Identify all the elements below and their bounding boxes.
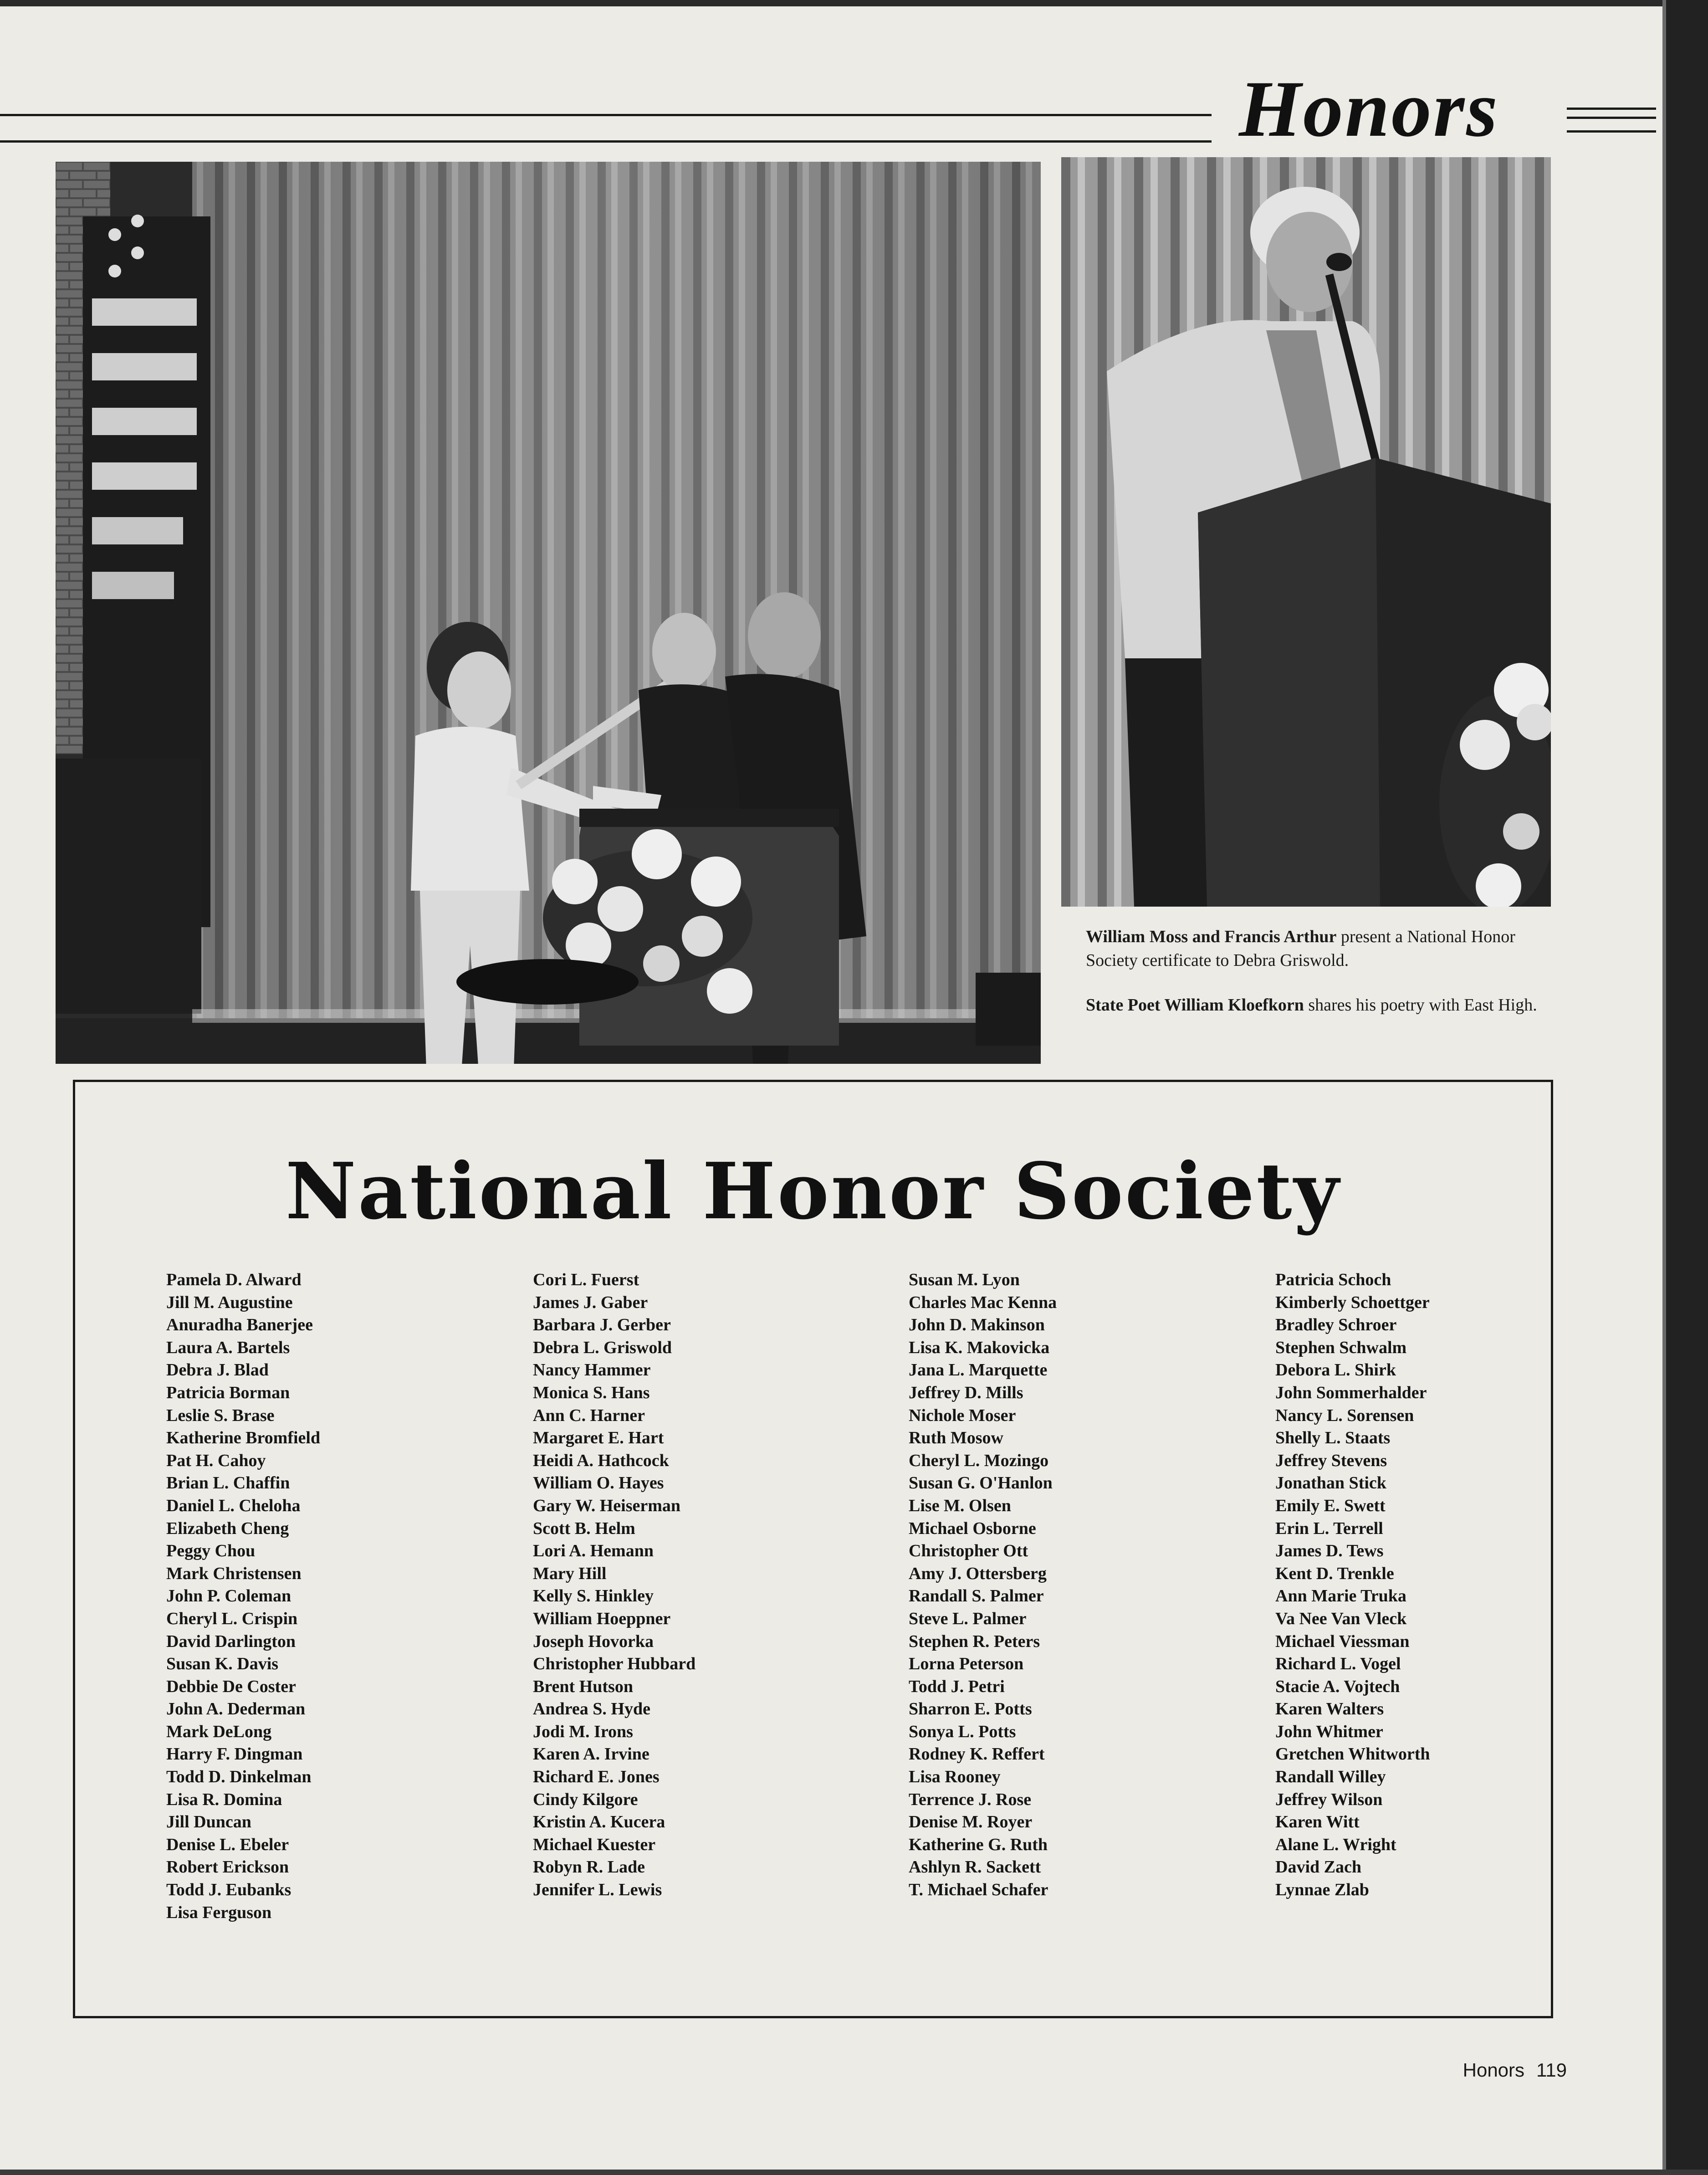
member-name: Jeffrey D. Mills — [909, 1383, 1023, 1402]
page-top-edge — [0, 0, 1708, 6]
member-name: Kelly S. Hinkley — [533, 1586, 654, 1606]
nhs-column-2 — [533, 1269, 695, 1902]
member-name: Christopher Ott — [909, 1541, 1028, 1561]
member-name: Denise M. Royer — [909, 1812, 1033, 1832]
member-name: Jeffrey Wilson — [1275, 1790, 1383, 1809]
member-name: Richard E. Jones — [533, 1767, 660, 1787]
header-rule-bottom — [0, 140, 1212, 143]
nhs-roster-box — [73, 1080, 1553, 2018]
member-name: Karen A. Irvine — [533, 1744, 649, 1764]
member-name: Todd D. Dinkelman — [166, 1767, 312, 1787]
member-name: Ashlyn R. Sackett — [909, 1857, 1041, 1877]
member-name: Sharron E. Potts — [909, 1699, 1032, 1719]
member-name: Nancy Hammer — [533, 1360, 651, 1380]
member-name: James J. Gaber — [533, 1293, 648, 1312]
member-name: Ruth Mosow — [909, 1428, 1003, 1448]
member-name: David Zach — [1275, 1857, 1361, 1877]
member-name: Nichole Moser — [909, 1406, 1016, 1425]
member-name: Va Nee Van Vleck — [1275, 1609, 1407, 1628]
member-name: Lisa Ferguson — [166, 1903, 272, 1922]
photo-poet-reading — [1061, 157, 1551, 907]
member-name: Cori L. Fuerst — [533, 1270, 639, 1289]
member-name: Leslie S. Brase — [166, 1406, 275, 1425]
member-name: Denise L. Ebeler — [166, 1835, 289, 1854]
member-name: Debra J. Blad — [166, 1360, 269, 1380]
member-name: John D. Makinson — [909, 1315, 1045, 1335]
member-name: Pat H. Cahoy — [166, 1451, 266, 1470]
member-name: Emily E. Swett — [1275, 1496, 1386, 1515]
member-name: Alane L. Wright — [1275, 1835, 1396, 1854]
member-name: Cheryl L. Crispin — [166, 1609, 298, 1628]
member-name: Elizabeth Cheng — [166, 1518, 289, 1538]
member-name: Lisa R. Domina — [166, 1790, 282, 1809]
member-name: Robert Erickson — [166, 1857, 289, 1877]
member-name: David Darlington — [166, 1631, 296, 1651]
member-name: Lorna Peterson — [909, 1654, 1024, 1674]
member-name: Ann C. Harner — [533, 1406, 645, 1425]
member-name: James D. Tews — [1275, 1541, 1384, 1561]
member-name: Debra L. Griswold — [533, 1338, 672, 1357]
member-name: Jonathan Stick — [1275, 1473, 1386, 1493]
member-name: Heidi A. Hathcock — [533, 1451, 669, 1470]
member-name: Ann Marie Truka — [1275, 1586, 1406, 1606]
member-name: Randall S. Palmer — [909, 1586, 1044, 1606]
member-name: Nancy L. Sorensen — [1275, 1406, 1414, 1425]
member-name: Cheryl L. Mozingo — [909, 1451, 1049, 1470]
member-name: Stephen Schwalm — [1275, 1338, 1407, 1357]
member-name: Harry F. Dingman — [166, 1744, 303, 1764]
member-name: Andrea S. Hyde — [533, 1699, 650, 1719]
member-name: Michael Kuester — [533, 1835, 656, 1854]
member-name: Gretchen Whitworth — [1275, 1744, 1430, 1764]
member-name: Debbie De Coster — [166, 1677, 296, 1696]
member-name: Katherine Bromfield — [166, 1428, 321, 1448]
nhs-column-4 — [1275, 1269, 1430, 1902]
nhs-column-1 — [166, 1269, 320, 1924]
member-name: Robyn R. Lade — [533, 1857, 645, 1877]
member-name: Daniel L. Cheloha — [166, 1496, 301, 1515]
member-name: Kristin A. Kucera — [533, 1812, 665, 1832]
member-name: Todd J. Petri — [909, 1677, 1005, 1696]
member-name: Jana L. Marquette — [909, 1360, 1048, 1380]
member-name: Amy J. Ottersberg — [909, 1564, 1047, 1583]
member-name: Jeffrey Stevens — [1275, 1451, 1387, 1470]
caption-poet-names: State Poet William Kloefkorn — [1086, 995, 1304, 1015]
member-name: Jill M. Augustine — [166, 1293, 293, 1312]
member-name: Lise M. Olsen — [909, 1496, 1011, 1515]
member-name: Steve L. Palmer — [909, 1609, 1027, 1628]
page-number: 119 — [1536, 2059, 1567, 2081]
section-title: Honors — [1239, 65, 1499, 154]
member-name: Karen Walters — [1275, 1699, 1384, 1719]
member-name: Susan M. Lyon — [909, 1270, 1020, 1289]
member-name: Katherine G. Ruth — [909, 1835, 1048, 1854]
member-name: Lisa Rooney — [909, 1767, 1001, 1787]
member-name: John A. Dederman — [166, 1699, 306, 1719]
member-name: Scott B. Helm — [533, 1518, 635, 1538]
member-name: John Sommerhalder — [1275, 1383, 1427, 1402]
header-rule-right-2 — [1567, 117, 1656, 119]
member-name: John Whitmer — [1275, 1722, 1383, 1741]
member-name: Margaret E. Hart — [533, 1428, 664, 1448]
member-name: Barbara J. Gerber — [533, 1315, 671, 1335]
member-name: Kent D. Trenkle — [1275, 1564, 1394, 1583]
member-name: Lynnae Zlab — [1275, 1880, 1369, 1900]
member-name: Bradley Schroer — [1275, 1315, 1397, 1335]
member-name: Mark DeLong — [166, 1722, 272, 1741]
caption-certificate-text: present a National Honor Society certificate to Debra Griswold. — [1086, 927, 1515, 970]
member-name: Peggy Chou — [166, 1541, 256, 1561]
member-name: Brian L. Chaffin — [166, 1473, 290, 1493]
member-name: Joseph Hovorka — [533, 1631, 654, 1651]
caption-poet-text: shares his poetry with East High. — [1304, 995, 1537, 1015]
member-name: Jodi M. Irons — [533, 1722, 633, 1741]
member-name: Lori A. Hemann — [533, 1541, 654, 1561]
member-name: Charles Mac Kenna — [909, 1293, 1057, 1312]
member-name: Mark Christensen — [166, 1564, 302, 1583]
caption-poet — [1086, 993, 1560, 1017]
page-bottom-edge — [0, 2170, 1708, 2175]
member-name: Michael Viessman — [1275, 1631, 1410, 1651]
member-name: Jill Duncan — [166, 1812, 251, 1832]
member-name: Michael Osborne — [909, 1518, 1036, 1538]
member-name: Mary Hill — [533, 1564, 607, 1583]
member-name: Rodney K. Reffert — [909, 1744, 1045, 1764]
member-name: Shelly L. Staats — [1275, 1428, 1391, 1448]
member-name: Erin L. Terrell — [1275, 1518, 1383, 1538]
member-name: Pamela D. Alward — [166, 1270, 302, 1289]
member-name: Sonya L. Potts — [909, 1722, 1016, 1741]
member-name: Patricia Schoch — [1275, 1270, 1391, 1289]
member-name: William O. Hayes — [533, 1473, 664, 1493]
header-rule-top — [0, 114, 1212, 116]
member-name: Debora L. Shirk — [1275, 1360, 1396, 1380]
member-name: Richard L. Vogel — [1275, 1654, 1401, 1674]
member-name: Gary W. Heiserman — [533, 1496, 681, 1515]
member-name: Stacie A. Vojtech — [1275, 1677, 1400, 1696]
page-binding-edge — [1666, 0, 1708, 2175]
member-name: Laura A. Bartels — [166, 1338, 290, 1357]
member-name: Kimberly Schoettger — [1275, 1293, 1430, 1312]
member-name: Randall Willey — [1275, 1767, 1386, 1787]
member-name: Jennifer L. Lewis — [533, 1880, 662, 1900]
header-rule-right-3 — [1567, 130, 1656, 133]
member-name: Monica S. Hans — [533, 1383, 650, 1402]
member-name: Todd J. Eubanks — [166, 1880, 291, 1900]
member-name: Terrence J. Rose — [909, 1790, 1032, 1809]
caption-certificate-names: William Moss and Francis Arthur — [1086, 927, 1337, 946]
member-name: John P. Coleman — [166, 1586, 291, 1606]
member-name: Christopher Hubbard — [533, 1654, 696, 1674]
member-name: T. Michael Schafer — [909, 1880, 1048, 1900]
member-name: Karen Witt — [1275, 1812, 1360, 1832]
caption-certificate — [1086, 925, 1560, 972]
member-name: Stephen R. Peters — [909, 1631, 1040, 1651]
member-name: Susan K. Davis — [166, 1654, 279, 1674]
member-name: Cindy Kilgore — [533, 1790, 638, 1809]
page-footer — [1412, 2059, 1567, 2081]
photo-certificate-presentation — [56, 162, 1041, 1064]
member-name: Brent Hutson — [533, 1677, 633, 1696]
footer-section-name: Honors — [1463, 2059, 1525, 2081]
member-name: Lisa K. Makovicka — [909, 1338, 1050, 1357]
header-rule-right-1 — [1567, 108, 1656, 110]
member-name: Patricia Borman — [166, 1383, 290, 1402]
nhs-column-3 — [909, 1269, 1057, 1902]
member-name: William Hoeppner — [533, 1609, 671, 1628]
nhs-title: National Honor Society — [285, 1146, 1341, 1237]
member-name: Susan G. O'Hanlon — [909, 1473, 1053, 1493]
member-name: Anuradha Banerjee — [166, 1315, 313, 1335]
